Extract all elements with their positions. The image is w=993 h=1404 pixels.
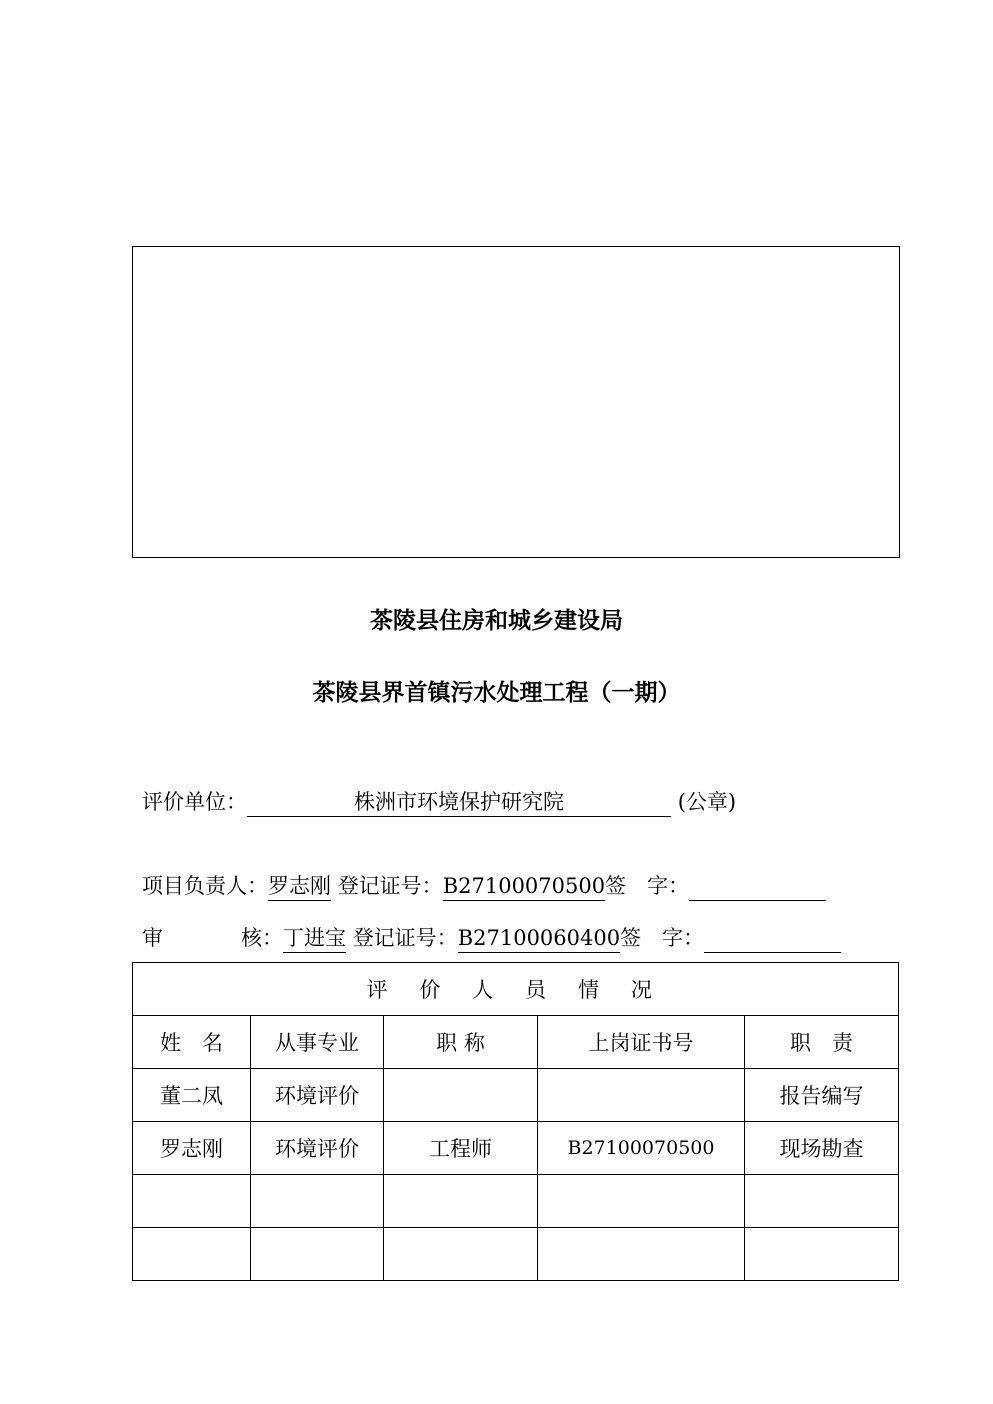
cell-duty: 报告编写 [745,1069,899,1122]
project-lead-reg-no: B27100070500 [443,873,605,901]
cell-duty [745,1175,899,1228]
cell-name: 董二凤 [133,1069,251,1122]
seal-label: (公章) [677,790,737,814]
staff-caption-row [133,963,899,1016]
header-specialty: 从事专业 [251,1016,384,1069]
staff-table [132,962,899,1281]
reviewer-label-a: 审 [142,926,163,950]
header-cert-no: 上岗证书号 [538,1016,745,1069]
eval-unit-line [142,786,736,817]
cell-title [384,1175,538,1228]
blank-frame-box [132,246,900,558]
cell-title [384,1069,538,1122]
project-lead-label: 项目负责人： [142,874,268,898]
project-lead-name: 罗志刚 [268,873,331,901]
cell-duty: 现场勘查 [745,1122,899,1175]
cell-cert-no [538,1175,745,1228]
project-title: 茶陵县界首镇污水处理工程（一期） [312,680,681,706]
cell-specialty [251,1175,384,1228]
reviewer-signature-field[interactable] [704,925,841,953]
org-title: 茶陵县住房和城乡建设局 [370,608,623,634]
project-lead-signature-field[interactable] [689,873,826,901]
staff-header-row [133,1016,899,1069]
cell-cert-no [538,1069,745,1122]
reviewer-label-b: 核： [241,926,283,950]
cell-duty [745,1228,899,1281]
project-lead-sign-label: 签 字： [605,874,690,898]
table-row [133,1228,899,1281]
reviewer-reg-label: 登记证号： [352,926,458,950]
cell-specialty: 环境评价 [251,1122,384,1175]
eval-unit-value: 株洲市环境保护研究院 [247,789,671,817]
staff-table-caption: 评 价 人 员 情 况 [133,963,899,1016]
reviewer-sign-label: 签 字： [620,926,705,950]
header-title: 职 称 [384,1016,538,1069]
table-row [133,1069,899,1122]
cell-name [133,1228,251,1281]
cell-specialty [251,1228,384,1281]
cell-title [384,1228,538,1281]
reviewer-name: 丁进宝 [283,925,346,953]
cell-name: 罗志刚 [133,1122,251,1175]
table-row [133,1122,899,1175]
eval-unit-label: 评价单位： [142,790,247,814]
table-row [133,1175,899,1228]
cell-cert-no [538,1228,745,1281]
header-duty: 职 责 [745,1016,899,1069]
reviewer-reg-no: B27100060400 [458,925,620,953]
cell-name [133,1175,251,1228]
header-name: 姓 名 [133,1016,251,1069]
reviewer-line [142,922,841,953]
project-lead-line [142,870,826,901]
cell-title: 工程师 [384,1122,538,1175]
cell-specialty: 环境评价 [251,1069,384,1122]
cell-cert-no: B27100070500 [538,1122,745,1175]
project-lead-reg-label: 登记证号： [337,874,443,898]
